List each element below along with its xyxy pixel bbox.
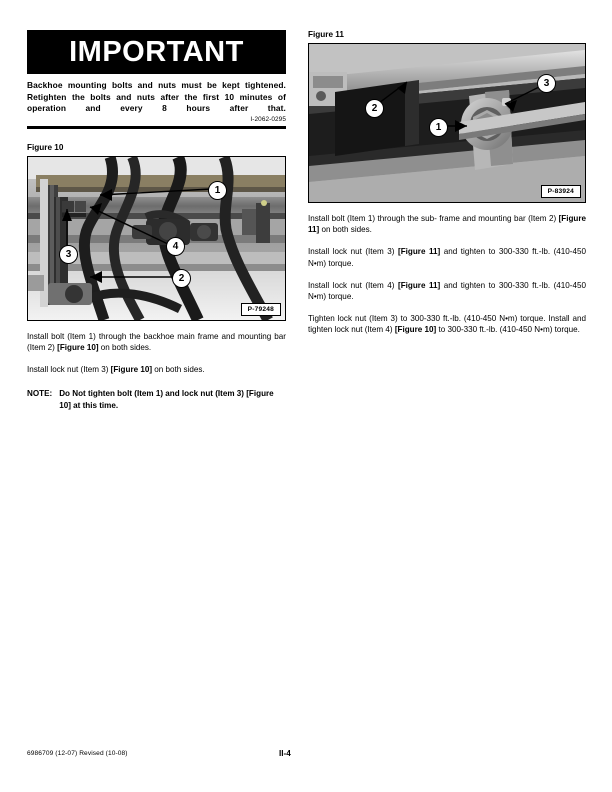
important-notice-text: Backhoe mounting bolts and nuts must be kept tightened. Retighten the bolts and nuts after the first 10 minutes of operation and every 8 hours after that. [27, 80, 286, 114]
section-divider-rule [27, 126, 286, 129]
right-paragraph-2 [308, 246, 586, 268]
right-paragraph-3 [308, 280, 586, 302]
right-paragraph-1 [308, 213, 586, 235]
right-paragraph-3-part-a: Install lock nut (Item 4) [308, 280, 399, 290]
figure-11-callout-3: 3 [537, 74, 556, 93]
left-column [27, 30, 286, 411]
figure-10 [27, 143, 286, 321]
right-paragraph-3-part-b: and tighten to 300-330 ft.-lb. (410-450 N•m) torque. [308, 280, 586, 302]
left-paragraph-2 [27, 364, 286, 375]
figure-11 [308, 30, 586, 203]
figure-11-callout-1: 1 [429, 118, 448, 137]
figure-10-callout-4: 4 [166, 237, 185, 256]
important-notice-code: I-2062-0295 [250, 115, 286, 123]
left-note [27, 388, 286, 411]
footer-page-number: II-4 [279, 749, 291, 758]
figure-11-caption: Figure 11 [308, 30, 344, 39]
left-paragraph-2-part-a: Install lock nut (Item 3) [27, 365, 111, 375]
figure-11-photo-id: P-83924 [541, 185, 581, 198]
figure-11-callout-2: 2 [365, 99, 384, 118]
figure-11-image [308, 43, 586, 203]
figure-10-image [27, 156, 286, 321]
left-paragraph-1-figure-ref: [Figure 10] [57, 342, 99, 352]
right-paragraph-2-part-a: Install lock nut (Item 3) [308, 247, 399, 257]
left-paragraph-1-part-b: on both sides. [98, 342, 152, 352]
right-paragraph-4 [308, 313, 586, 335]
right-paragraph-4-part-b: to 300-330 ft.-lb. (410-450 N•m) torque. [436, 325, 580, 335]
figure-10-photo-id: P-79248 [241, 303, 281, 316]
footer-document-id: 6986709 (12-07) Revised (10-08) [27, 750, 128, 757]
right-paragraph-1-part-a: Install bolt (Item 1) through the sub- frame and mounting bar (Item 2) [308, 214, 559, 223]
important-banner [27, 30, 286, 74]
right-paragraph-2-figure-ref: [Figure 11] [398, 247, 441, 257]
right-paragraph-4-figure-ref: [Figure 10] [394, 325, 437, 335]
left-paragraph-1 [27, 331, 286, 353]
left-paragraph-2-part-b: on both sides. [152, 365, 205, 375]
right-paragraph-4-part-a: Tighten lock nut (Item 3) to 300-330 ft.-lb. (410-450 N•m) torque. Install and tighten lock nut (Item 4) [308, 314, 586, 335]
left-paragraph-1-part-a: Install bolt (Item 1) through the backhoe main frame and mounting bar (Item 2) [27, 331, 286, 352]
important-notice-block [27, 30, 286, 129]
right-paragraph-1-figure-ref: [Figure 11] [308, 214, 586, 235]
figure-10-callout-1: 1 [208, 181, 227, 200]
left-note-text: Do Not tighten bolt (Item 1) and lock nut (Item 3) [Figure 10] at this time. [59, 389, 274, 410]
page-footer [27, 750, 586, 764]
right-paragraph-2-part-b: and tighten to 300-330 ft.-lb. (410-450 N•m) torque. [308, 247, 586, 268]
right-paragraph-1-part-b: on both sides. [319, 225, 372, 235]
left-note-label: NOTE: [27, 389, 53, 399]
figure-10-callout-3: 3 [59, 245, 78, 264]
figure-10-caption: Figure 10 [27, 142, 64, 152]
figure-10-photo [28, 157, 285, 320]
left-paragraph-2-figure-ref: [Figure 10] [110, 365, 153, 375]
important-banner-label: IMPORTANT [69, 35, 244, 68]
right-paragraph-3-figure-ref: [Figure 11] [398, 280, 441, 290]
figure-10-callout-2: 2 [172, 269, 191, 288]
right-column [308, 30, 586, 344]
